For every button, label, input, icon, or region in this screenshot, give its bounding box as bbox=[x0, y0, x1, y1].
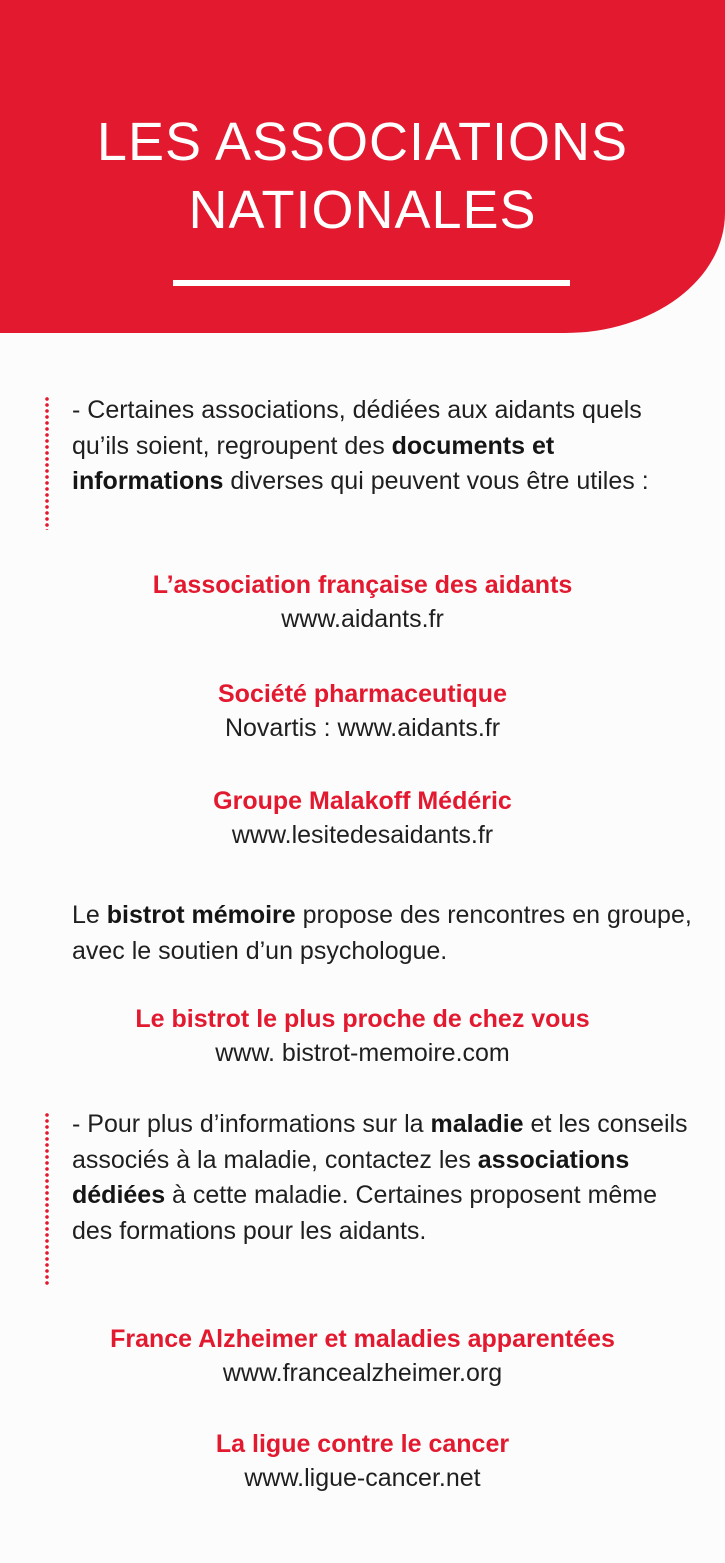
association-name: Groupe Malakoff Médéric bbox=[213, 787, 512, 815]
association-url[interactable]: www.francealzheimer.org bbox=[222, 1359, 503, 1387]
intro-text: à cette maladie. Certaines proposent même des formations pour les aidants. bbox=[72, 1181, 658, 1245]
association-entry bbox=[0, 568, 725, 636]
association-url[interactable]: www.aidants.fr bbox=[281, 605, 444, 633]
association-entry bbox=[0, 677, 725, 745]
intro-paragraph-2 bbox=[72, 1107, 702, 1249]
bistrot-text: Le bbox=[72, 901, 107, 929]
intro-bold: documents et informations bbox=[72, 431, 555, 495]
header-banner bbox=[0, 0, 725, 333]
dotted-marker bbox=[45, 1112, 49, 1286]
bistrot-name: Le bistrot le plus proche de chez vous bbox=[135, 1005, 590, 1033]
association-entry bbox=[0, 784, 725, 852]
title-line-1: LES ASSOCIATIONS bbox=[96, 112, 629, 172]
association-name: L’association française des aidants bbox=[152, 571, 573, 599]
title-underline bbox=[173, 280, 570, 286]
page-title bbox=[0, 108, 725, 244]
title-line-2: NATIONALES bbox=[188, 180, 537, 240]
association-entry bbox=[0, 1322, 725, 1390]
bistrot-bold: bistrot mémoire bbox=[106, 901, 296, 929]
bistrot-entry bbox=[0, 1002, 725, 1070]
association-entry bbox=[0, 1427, 725, 1495]
association-name: La ligue contre le cancer bbox=[215, 1430, 510, 1458]
dotted-marker bbox=[45, 396, 49, 530]
association-url[interactable]: Novartis : www.aidants.fr bbox=[224, 714, 501, 742]
intro-text: et les conseils associés à la maladie, contactez les bbox=[72, 1110, 688, 1174]
intro-paragraph-1 bbox=[72, 393, 702, 500]
intro-text: - Pour plus d’informations sur la bbox=[72, 1110, 431, 1138]
intro-text: diverses qui peuvent vous être utiles : bbox=[223, 467, 649, 495]
intro-text: - Certaines associations, dédiées aux aidants quels qu’ils soient, regroupent des bbox=[72, 396, 642, 460]
bistrot-text: propose des rencontres en groupe, avec le soutien d’un psychologue. bbox=[72, 901, 692, 965]
association-url[interactable]: www.lesitedesaidants.fr bbox=[231, 821, 494, 849]
association-name: Société pharmaceutique bbox=[218, 680, 507, 708]
bistrot-url[interactable]: www. bistrot-memoire.com bbox=[215, 1039, 510, 1067]
association-name: France Alzheimer et maladies apparentées bbox=[110, 1325, 615, 1353]
bistrot-paragraph bbox=[72, 898, 702, 969]
intro-bold: associations dédiées bbox=[72, 1145, 630, 1209]
intro-bold: maladie bbox=[430, 1110, 524, 1138]
association-url[interactable]: www.ligue-cancer.net bbox=[244, 1464, 481, 1492]
